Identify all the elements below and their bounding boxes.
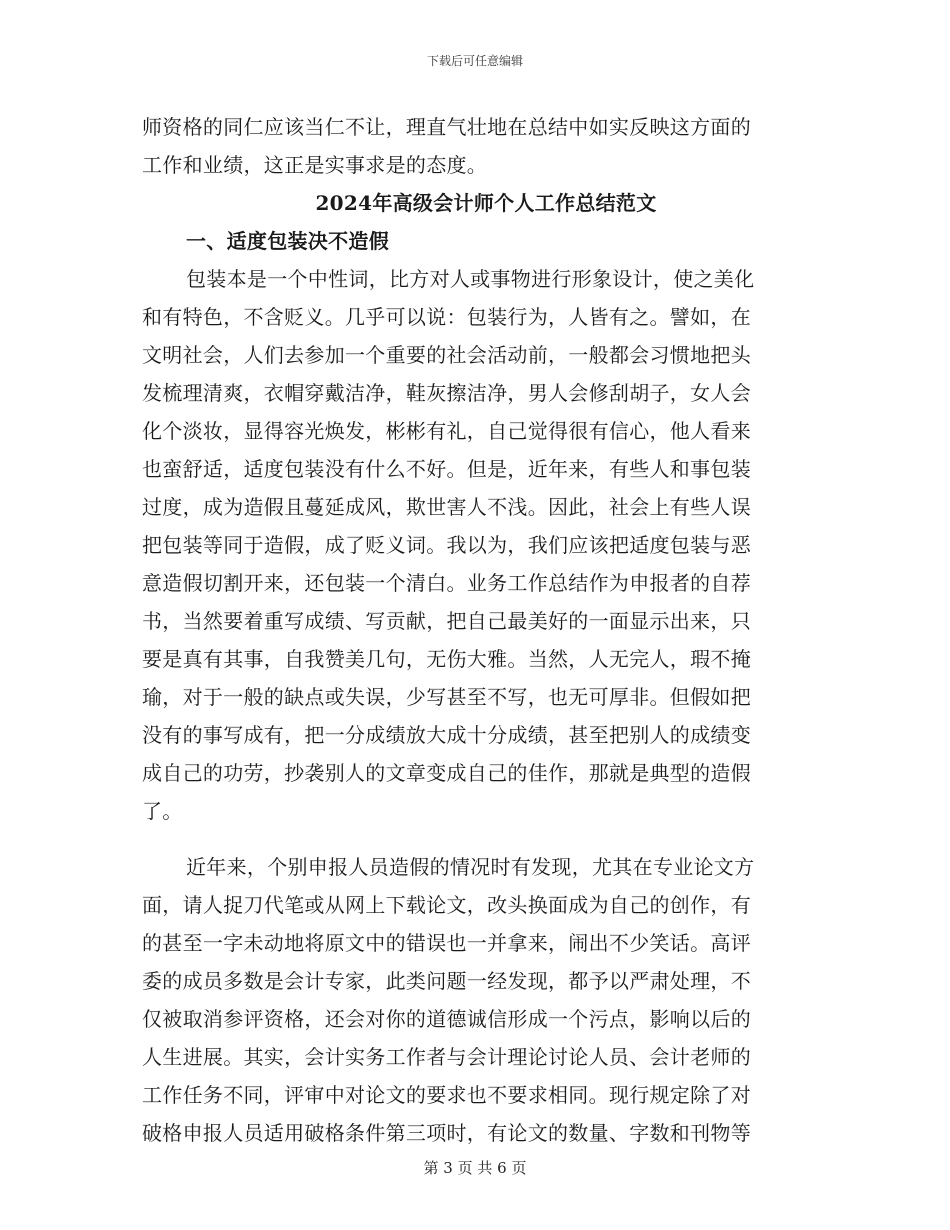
paragraph-line: 仅被取消参评资格，还会对你的道德诚信形成一个污点，影响以后的	[142, 1007, 751, 1031]
intro-line: 师资格的同仁应该当仁不让，理直气壮地在总结中如实反映这方面的	[142, 115, 751, 139]
paragraph-line: 破格申报人员适用破格条件第三项时，有论文的数量、字数和刊物等	[142, 1121, 751, 1145]
paragraph-line: 也蛮舒适，适度包装没有什么不好。但是，近年来，有些人和事包装	[142, 457, 751, 481]
paragraph-line: 瑜，对于一般的缺点或失误，少写甚至不写，也无可厚非。但假如把	[142, 685, 751, 709]
page-number: 第 3 页 共 6 页	[423, 1159, 527, 1177]
paragraph-line: 发梳理清爽，衣帽穿戴洁净，鞋灰擦洁净，男人会修刮胡子，女人会	[142, 381, 751, 405]
paragraph-line: 过度，成为造假且蔓延成风，欺世害人不浅。因此，社会上有些人误	[142, 495, 751, 519]
intro-line: 工作和业绩，这正是实事求是的态度。	[142, 153, 488, 177]
paragraph-line: 化个淡妆，显得容光焕发，彬彬有礼，自己觉得很有信心，他人看来	[142, 419, 751, 443]
paragraph-line: 把包装等同于造假，成了贬义词。我以为，我们应该把适度包装与恶	[142, 533, 751, 557]
paragraph-line: 成自己的功劳，抄袭别人的文章变成自己的佳作，那就是典型的造假	[142, 761, 751, 785]
paragraph-line: 和有特色，不含贬义。几乎可以说：包装行为，人皆有之。譬如，在	[142, 305, 751, 329]
paragraph-line: 面，请人捉刀代笔或从网上下载论文，改头换面成为自己的创作，有	[142, 893, 751, 917]
paragraph-line: 书，当然要着重写成绩、写贡献，把自己最美好的一面显示出来，只	[142, 609, 751, 633]
section-heading: 一、适度包装决不造假	[186, 229, 389, 253]
paragraph-line: 没有的事写成有，把一分成绩放大成十分成绩，甚至把别人的成绩变	[142, 723, 751, 747]
paragraph-gap	[142, 830, 810, 848]
paragraph-line: 人生进展。其实，会计实务工作者与会计理论讨论人员、会计老师的	[142, 1045, 751, 1069]
page-header: 下载后可任意编辑	[426, 54, 523, 68]
paragraph-line: 意造假切割开来，还包装一个清白。业务工作总结作为申报者的自荐	[142, 571, 751, 595]
paragraph-line: 包装本是一个中性词，比方对人或事物进行形象设计，使之美化	[186, 267, 755, 291]
paragraph-line: 要是真有其事，自我赞美几句，无伤大雅。当然，人无完人，瑕不掩	[142, 647, 751, 671]
document-body	[142, 108, 810, 1152]
paragraph-line: 委的成员多数是会计专家，此类问题一经发现，都予以严肃处理，不	[142, 969, 751, 993]
paragraph-line: 近年来，个别申报人员造假的情况时有发现，尤其在专业论文方	[186, 855, 755, 879]
paragraph-line: 了。	[142, 799, 183, 823]
paragraph-line: 文明社会，人们去参加一个重要的社会活动前，一般都会习惯地把头	[142, 343, 751, 367]
paragraph-line: 工作任务不同，评审中对论文的要求也不要求相同。现行规定除了对	[142, 1083, 751, 1107]
paragraph-line: 的甚至一字未动地将原文中的错误也一并拿来，闹出不少笑话。高评	[142, 931, 751, 955]
document-title: 2024年高级会计师个人工作总结范文	[315, 191, 657, 215]
